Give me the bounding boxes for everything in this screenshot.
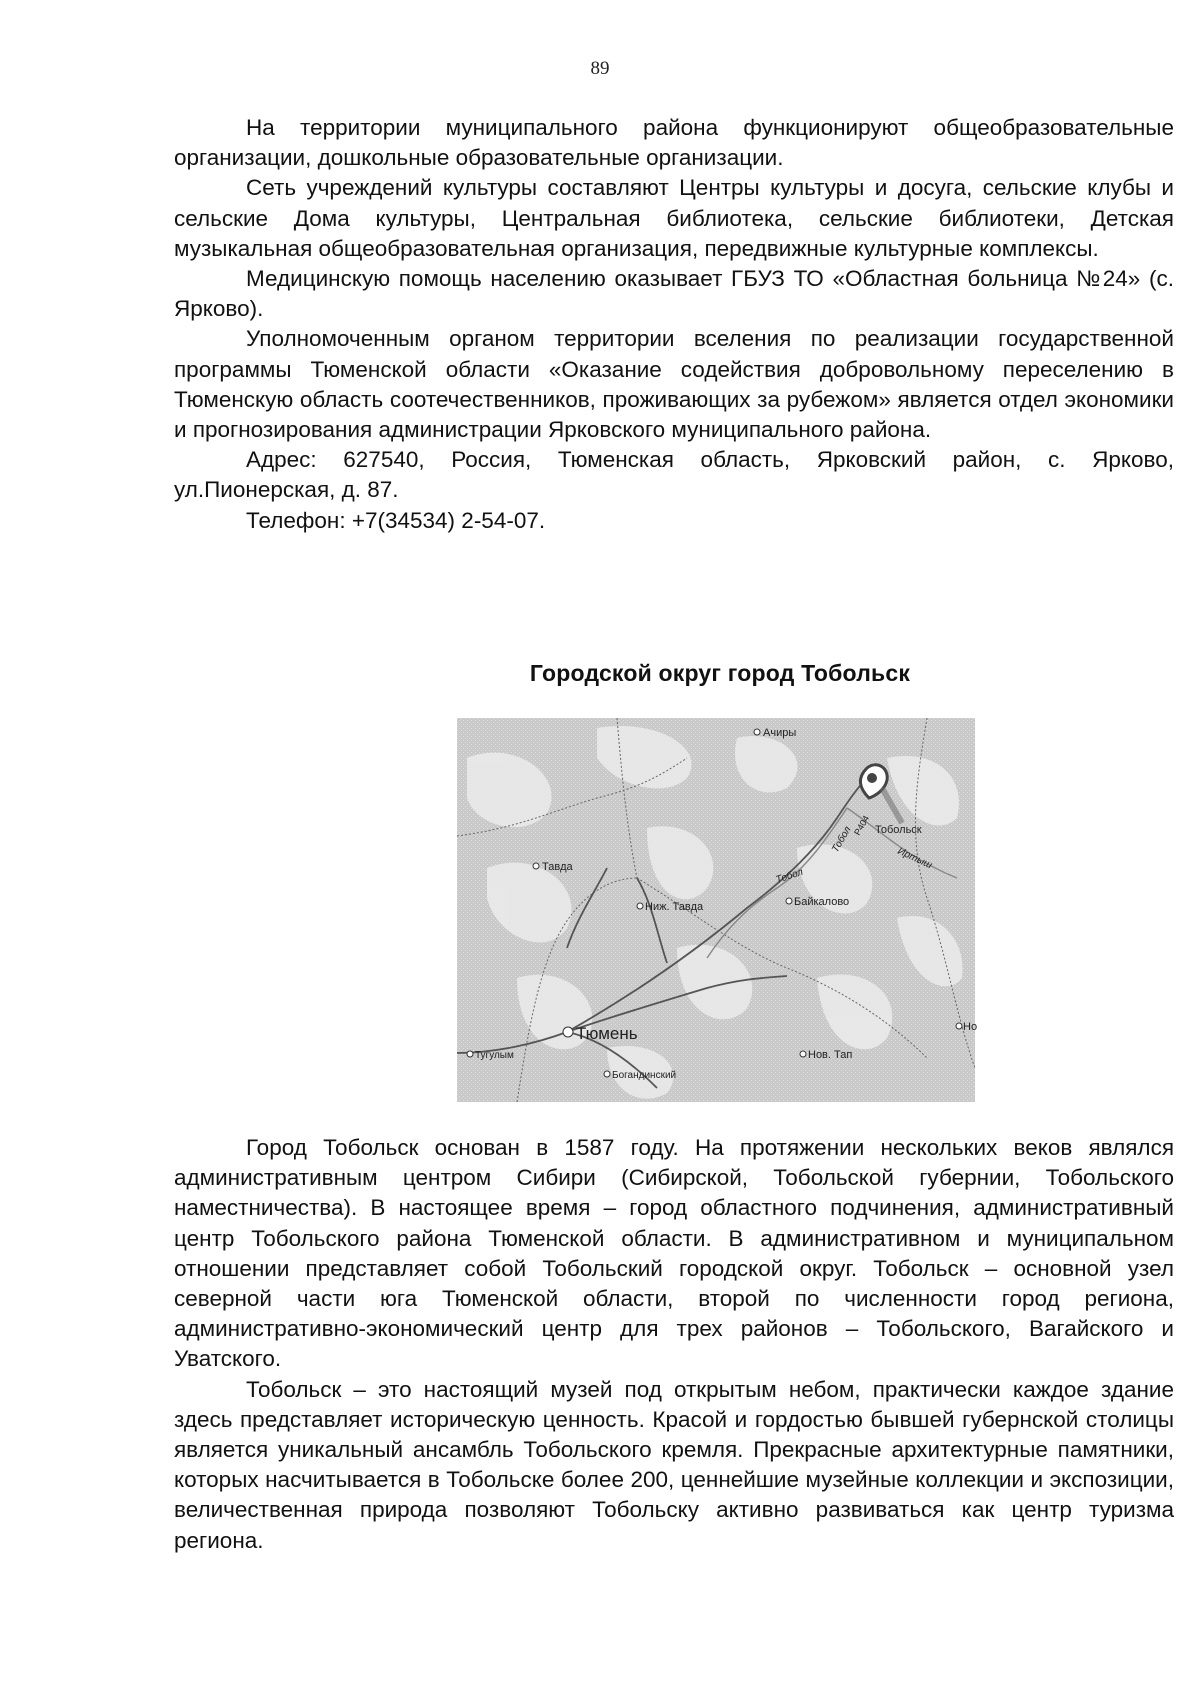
map-label-no: Но (963, 1021, 978, 1033)
map-label-tobol-river: Тобол (774, 866, 805, 886)
paragraph-address: Адрес: 627540, Россия, Тюменская область, Ярковский район, с. Ярково, ул.Пионерская, д. 87. (174, 447, 1174, 503)
paragraph-tobolsk-museum: Тобольск – это настоящий музей под открытым небом, практически каждое здание здесь представляет историческую ценность. Красой и гордостью бывшей губернской столицы является уникальный ансамбль Тобольского кремля. Прекрасные архитектурные памятники, которых насчитывается в Тобольске более 200, ценнейшие музейные коллекции и экспозиции, величественная природа позволяют Тобольску активно развиваться как центр туризма региона. (174, 1376, 1174, 1553)
section-title: Городской округ город Тобольск (529, 660, 911, 686)
paragraph-authority: Уполномоченным органом территории вселения по реализации государственной программы Тюменской области «Оказание содействия добровольному переселению в Тюменскую область соотечественников, проживающих за рубежом» является отдел экономики и прогнозирования администрации Ярковского муниципального района. (174, 326, 1174, 443)
map-label-bogandinsky: Богандинский (612, 1070, 677, 1081)
map-label-achiry: Ачиры (763, 727, 797, 739)
map-image (457, 718, 978, 1102)
map-label-tobol-river-2: Тобол (830, 824, 854, 855)
map-label-irtysh: Иртыш (895, 845, 934, 872)
map-label-nov-tap: Нов. Тап (808, 1049, 853, 1061)
map-label-tugulym: Тугулым (475, 1050, 514, 1061)
paragraph-schools: На территории муниципального района функционируют общеобразовательные организации, дошкольные образовательные организации. (174, 115, 1174, 171)
paragraph-culture: Сеть учреждений культуры составляют Центры культуры и досуга, сельские клубы и сельские Дома культуры, Центральная библиотека, сельские библиотеки, Детская музыкальная общеобразовательная организация, передвижные культурные комплексы. (174, 175, 1174, 261)
map-label-tobolsk: Тобольск (875, 824, 922, 836)
bottom-text-block (174, 1133, 1174, 1556)
map-label-road: Р404 (852, 813, 872, 837)
map-label-tavda: Тавда (542, 861, 573, 873)
page-number: 89 (590, 58, 610, 79)
map-label-tyumen: Тюмень (576, 1024, 638, 1043)
map-label-baikalovo: Байкалово (794, 896, 850, 908)
paragraph-medical: Медицинскую помощь населению оказывает ГБУЗ ТО «Областная больница №24» (с. Ярково). (174, 266, 1174, 322)
map-label-nizh-tavda: Ниж. Тавда (645, 901, 704, 913)
top-text-block (174, 113, 1174, 536)
paragraph-phone: Телефон: +7(34534) 2-54-07. (246, 507, 546, 533)
paragraph-tobolsk-history: Город Тобольск основан в 1587 году. На протяжении нескольких веков являлся административным центром Сибири (Сибирской, Тобольской губернии, Тобольского наместничества). В настоящее время – город областного подчинения, административный центр Тобольского района Тюменской области. В административном и муниципальном отношении представляет собой Тобольский городской округ. Тобольск – основной узел северной части юга Тюменской области, второй по численности город региона, административно-экономический центр для трех районов – Тобольского, Вагайского и Уватского. (174, 1135, 1174, 1372)
